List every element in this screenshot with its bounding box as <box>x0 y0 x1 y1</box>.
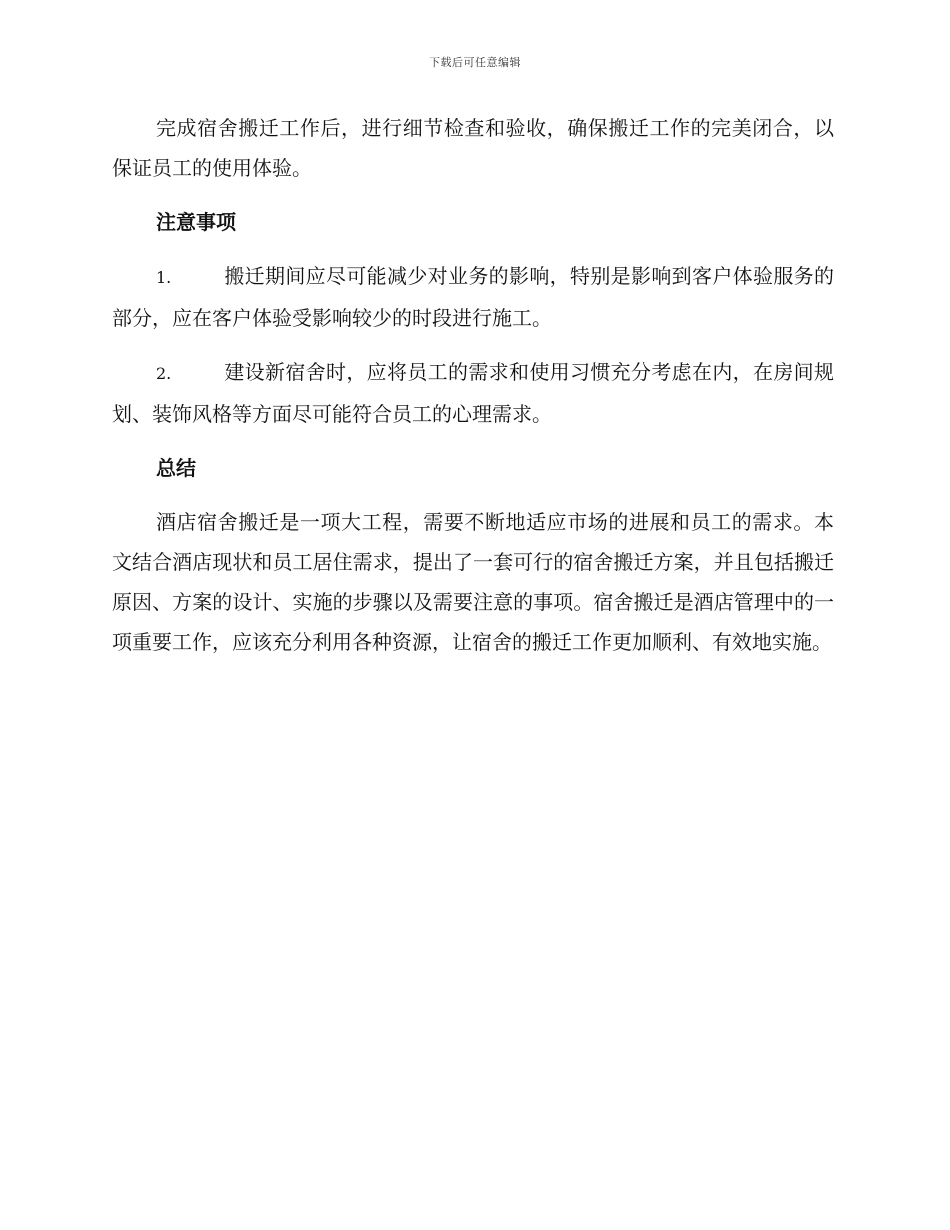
page-header: 下载后可任意编辑 <box>429 56 521 69</box>
list-item <box>112 352 834 434</box>
list-item-text: 建设新宿舍时，应将员工的需求和使用习惯充分考虑在内，在房间规划、装饰风格等方面尽可能符合员工的心理需求。 <box>112 360 834 426</box>
intro-paragraph: 完成宿舍搬迁工作后，进行细节检查和验收，确保搬迁工作的完美闭合，以保证员工的使用体验。 <box>112 116 834 180</box>
document-body <box>112 108 834 676</box>
list-item-number: 2. <box>156 364 172 383</box>
list-item-text: 搬迁期间应尽可能减少对业务的影响，特别是影响到客户体验服务的部分，应在客户体验受影响较少的时段进行施工。 <box>112 264 834 330</box>
summary-paragraph: 酒店宿舍搬迁是一项大工程，需要不断地适应市场的进展和员工的需求。本文结合酒店现状和员工居住需求，提出了一套可行的宿舍搬迁方案，并且包括搬迁原因、方案的设计、实施的步骤以及需要注意的事项。宿舍搬迁是酒店管理中的一项重要工作，应该充分利用各种资源，让宿舍的搬迁工作更加顺利、有效地实施。 <box>112 510 834 654</box>
list-item-number: 1. <box>156 268 172 287</box>
notes-heading: 注意事项 <box>156 210 236 234</box>
summary-heading: 总结 <box>156 456 196 480</box>
list-item <box>112 256 834 338</box>
